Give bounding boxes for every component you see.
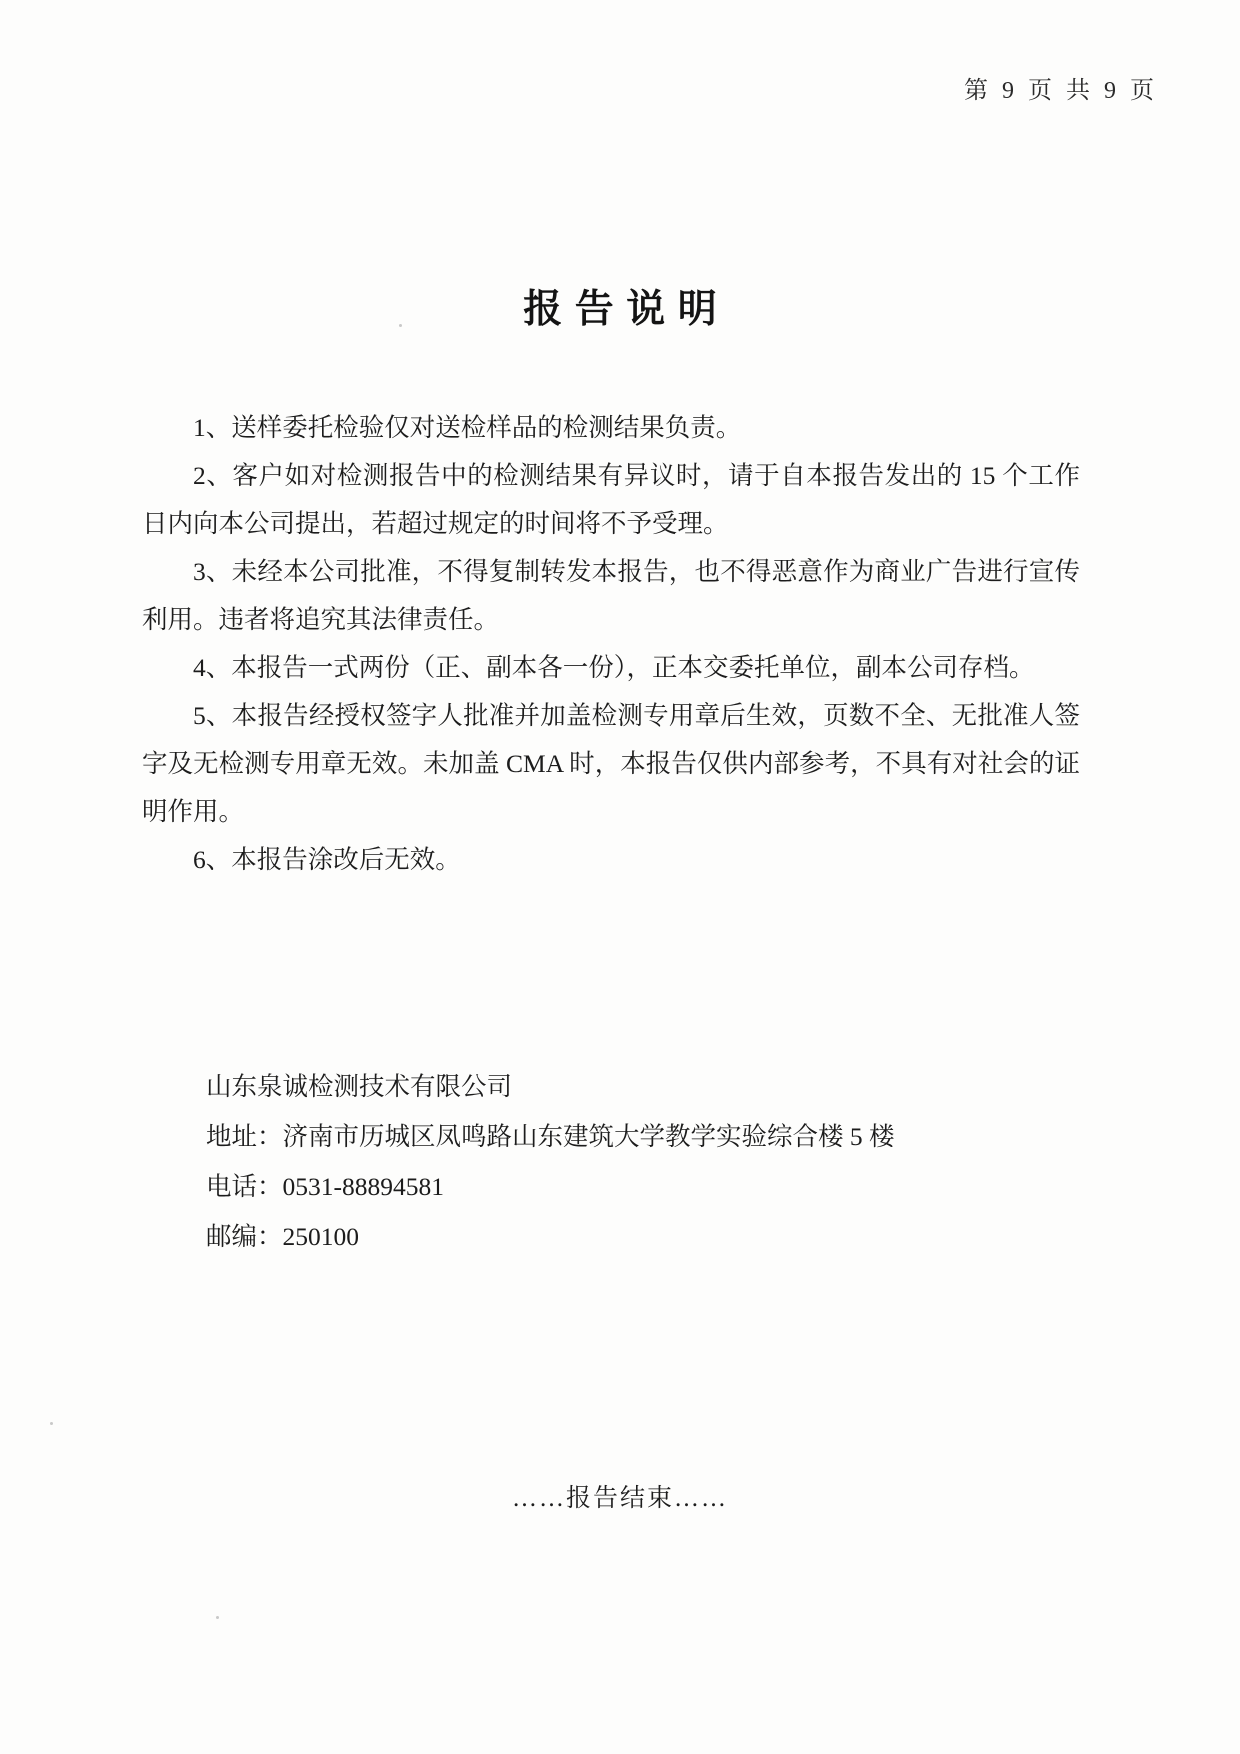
note-item-6: 6、本报告涂改后无效。 [193, 845, 461, 874]
note-item-1: 1、送样委托检验仅对送检样品的检测结果负责。 [193, 413, 742, 442]
note-item-3: 3、未经本公司批准，不得复制转发本报告，也不得恶意作为商业广告进行宣传利用。违者将追究其法律责任。 [142, 557, 1080, 634]
company-address: 地址：济南市历城区凤鸣路山东建筑大学教学实验综合楼 5 楼 [206, 1122, 895, 1151]
scan-speck [399, 324, 402, 327]
note-item-4: 4、本报告一式两份（正、副本各一份），正本交委托单位，副本公司存档。 [193, 653, 1035, 682]
page-number-indicator: 第 9 页 共 9 页 [964, 78, 1158, 104]
company-phone: 电话：0531-88894581 [206, 1172, 444, 1201]
scan-speck [50, 1422, 53, 1425]
company-info-section [206, 1062, 895, 1262]
note-item-5: 5、本报告经授权签字人批准并加盖检测专用章后生效，页数不全、无批准人签字及无检测专用章无效。未加盖 CMA 时，本报告仅供内部参考，不具有对社会的证明作用。 [142, 701, 1080, 826]
page-title: 报告说明 [523, 288, 730, 331]
scan-speck [216, 1616, 219, 1619]
note-item-2: 2、客户如对检测报告中的检测结果有异议时，请于自本报告发出的 15 个工作日内向本公司提出，若超过规定的时间将不予受理。 [142, 461, 1080, 538]
company-name: 山东泉诚检测技术有限公司 [206, 1072, 513, 1101]
report-notes-section [142, 404, 1080, 884]
company-postcode: 邮编：250100 [206, 1222, 360, 1251]
report-end-marker: ……报告结束…… [511, 1485, 728, 1512]
